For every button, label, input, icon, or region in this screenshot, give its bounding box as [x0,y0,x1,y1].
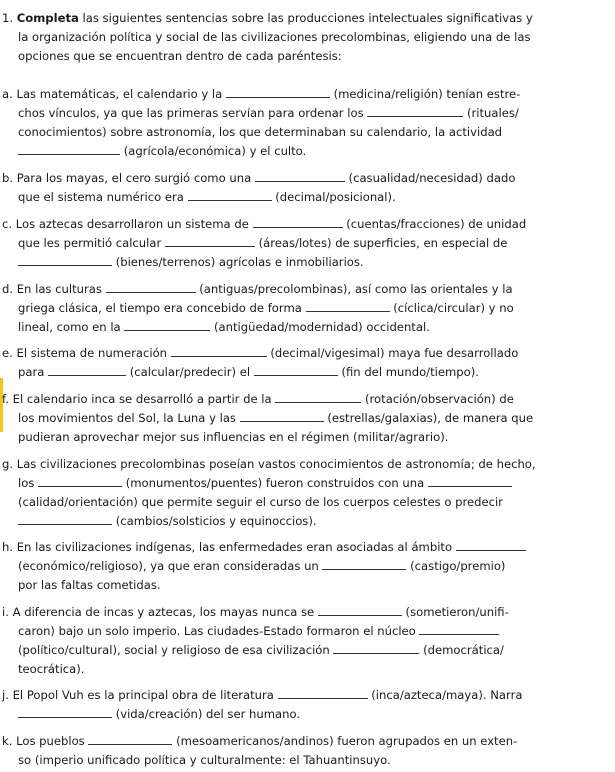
item-i-line-4: teocrática). [18,662,85,676]
item-f-line-1 [2,390,514,408]
item-e-label: e. [2,346,13,360]
item-d-blank-2[interactable] [306,300,390,312]
item-b-text-2b: (decimal/posicional). [275,190,396,204]
item-i-blank-2[interactable] [419,623,499,635]
item-i-text-2: caron) bajo un solo imperio. Las ciudades-Estado formaron el núcleo [18,624,416,638]
item-c-text-3: (bienes/terrenos) agrícolas e inmobiliarios. [115,255,364,269]
item-d-label: d. [2,282,14,296]
item-b-blank-2[interactable] [188,189,272,201]
item-g-blank-3[interactable] [18,513,112,525]
item-j-text-1b: (inca/azteca/maya). Narra [371,688,523,702]
item-f-blank-1[interactable] [275,391,361,403]
item-g-text-4: (cambios/solsticios y equinoccios). [115,514,317,528]
item-i-blank-3[interactable] [333,642,419,654]
item-c-line-3 [18,253,364,271]
item-g-line-1 [2,455,536,473]
item-a-blank-2[interactable] [367,105,463,117]
item-e-text-1a: El sistema de numeración [16,346,168,360]
item-d-text-2a: griega clásica, el tiempo era concebido de forma [18,301,302,315]
item-i-blank-1[interactable] [318,604,402,616]
instruction-line-2: la organización política y social de las civilizaciones precolombinas, eligiendo una de las [18,30,531,44]
item-d-line-3 [18,318,430,336]
item-h-line-2 [18,557,505,575]
item-b-blank-1[interactable] [255,170,345,182]
item-i-text-3a: (político/cultural), social y religioso de esa civilización [18,643,330,657]
item-h-line-3: por las faltas cometidas. [18,578,161,592]
item-c-text-2a: que les permitió calcular [18,236,162,250]
instruction-number: 1. [2,11,14,25]
item-e-line-1 [2,344,518,362]
item-c-blank-3[interactable] [18,254,112,266]
item-d-blank-3[interactable] [124,319,210,331]
item-g-label: g. [2,457,14,471]
item-a-text-2a: chos vínculos, ya que las primeras servían para ordenar los [18,106,364,120]
item-i-label: i. [2,605,9,619]
item-i-line-2 [18,622,499,640]
item-g-line-4 [18,512,317,530]
item-a-blank-3[interactable] [18,143,120,155]
item-h-text-1: En las civilizaciones indígenas, las enfermedades eran asociadas al ámbito [16,540,453,554]
instruction-line-3: opciones que se encuentran dentro de cada paréntesis: [18,49,342,63]
item-e-blank-2[interactable] [48,364,126,376]
instruction-text-1: las siguientes sentencias sobre las producciones intelectuales significativas y [82,11,533,25]
item-j-line-1 [2,686,522,704]
item-h-line-1 [2,538,526,556]
item-d-text-3a: lineal, como en la [18,320,121,334]
item-d-text-3b: (antigüedad/modernidad) occidental. [214,320,430,334]
item-f-label: f. [2,392,9,406]
item-g-line-3: (calidad/orientación) que permite seguir el curso de los cuerpos celestes o predecir [18,495,503,509]
item-a-label: a. [2,87,13,101]
item-j-blank-2[interactable] [18,706,112,718]
item-j-line-2 [18,705,300,723]
item-b-text-1a: Para los mayas, el cero surgió como una [16,171,252,185]
item-g-text-1: Las civilizaciones precolombinas poseían vastos conocimientos de astronomía; de hecho, [16,457,536,471]
item-k-blank-1[interactable] [88,733,172,745]
item-g-text-2b: (monumentos/puentes) fueron construidos con una [125,476,425,490]
item-b-text-1b: (casualidad/necesidad) dado [348,171,516,185]
item-d-blank-1[interactable] [106,281,196,293]
item-a-text-2b: (rituales/ [466,106,519,120]
item-c-text-1a: Los aztecas desarrollaron un sistema de [15,217,249,231]
item-j-text-2: (vida/creación) del ser humano. [115,707,301,721]
item-e-blank-3[interactable] [254,364,338,376]
item-d-line-1 [2,280,513,298]
item-h-blank-2[interactable] [322,558,406,570]
item-k-line-1 [2,732,517,750]
item-f-line-2 [18,409,533,427]
instruction-line-1 [2,9,574,27]
item-k-label: k. [2,734,13,748]
item-f-line-3: pudieran aprovechar mejor sus influencias en el régimen (militar/agrario). [18,430,449,444]
item-k-text-1b: (mesoamericanos/andinos) fueron agrupados en un exten- [176,734,518,748]
item-f-text-2a: los movimientos del Sol, la Luna y las [18,411,236,425]
item-i-text-1a: A diferencia de incas y aztecas, los mayas nunca se [12,605,315,619]
item-f-text-1b: (rotación/observación) de [365,392,514,406]
item-b-line-1 [2,169,515,187]
item-g-text-2a: los [18,476,35,490]
item-a-text-4: (agrícola/económica) y el culto. [123,144,307,158]
item-i-text-3b: (democrática/ [423,643,504,657]
item-a-blank-1[interactable] [226,86,330,98]
item-h-label: h. [2,540,14,554]
item-c-blank-2[interactable] [165,235,255,247]
item-d-text-1a: En las culturas [16,282,102,296]
item-c-text-2b: (áreas/lotes) de superficies, en especial de [258,236,508,250]
item-e-text-2b: (calcular/predecir) el [129,365,251,379]
item-j-label: j. [2,688,9,702]
item-f-blank-2[interactable] [240,410,324,422]
item-a-line-2 [18,104,519,122]
item-c-line-2 [18,234,507,252]
item-b-label: b. [2,171,14,185]
item-b-text-2a: que el sistema numérico era [18,190,184,204]
item-g-line-2 [18,474,512,492]
item-i-line-1 [2,603,509,621]
item-i-line-3 [18,641,504,659]
item-c-text-1b: (cuentas/fracciones) de unidad [346,217,527,231]
item-b-line-2 [18,188,396,206]
item-g-blank-2[interactable] [428,475,512,487]
item-a-line-3: conocimientos) sobre astronomía, los que determinaban su calendario, la actividad [18,125,503,139]
item-f-text-1a: El calendario inca se desarrolló a partir de la [12,392,272,406]
item-e-blank-1[interactable] [171,345,267,357]
item-k-text-1a: Los pueblos [16,734,85,748]
item-g-blank-1[interactable] [38,475,122,487]
item-e-text-2c: (fin del mundo/tiempo). [341,365,479,379]
item-e-text-2a: para [18,365,45,379]
item-a-line-4 [18,142,306,160]
item-e-line-2 [18,363,479,381]
item-h-blank-1[interactable] [456,539,526,551]
item-j-blank-1[interactable] [278,687,368,699]
item-d-text-2b: (cíclica/circular) y no [393,301,514,315]
item-d-line-2 [18,299,514,317]
item-h-text-2a: (económico/religioso), ya que eran consideradas un [18,559,319,573]
item-a-line-1 [2,85,520,103]
item-d-text-1b: (antiguas/precolombinas), así como las orientales y la [199,282,513,296]
item-c-blank-1[interactable] [253,216,343,228]
item-j-text-1a: El Popol Vuh es la principal obra de literatura [12,688,274,702]
item-c-line-1 [2,215,526,233]
item-a-text-1b: (medicina/religión) tenían estre- [333,87,521,101]
item-c-label: c. [2,217,13,231]
item-h-text-2b: (castigo/premio) [410,559,506,573]
item-k-line-2: so (imperio unificado política y culturalmente: el Tahuantinsuyo. [18,753,391,767]
item-f-text-2b: (estrellas/galaxias), de manera que [327,411,534,425]
instruction-lead: Completa [16,11,79,25]
item-i-text-1b: (sometieron/unifi- [405,605,509,619]
item-a-text-1a: Las matemáticas, el calendario y la [16,87,223,101]
item-e-text-1b: (decimal/vigesimal) maya fue desarrollado [270,346,519,360]
